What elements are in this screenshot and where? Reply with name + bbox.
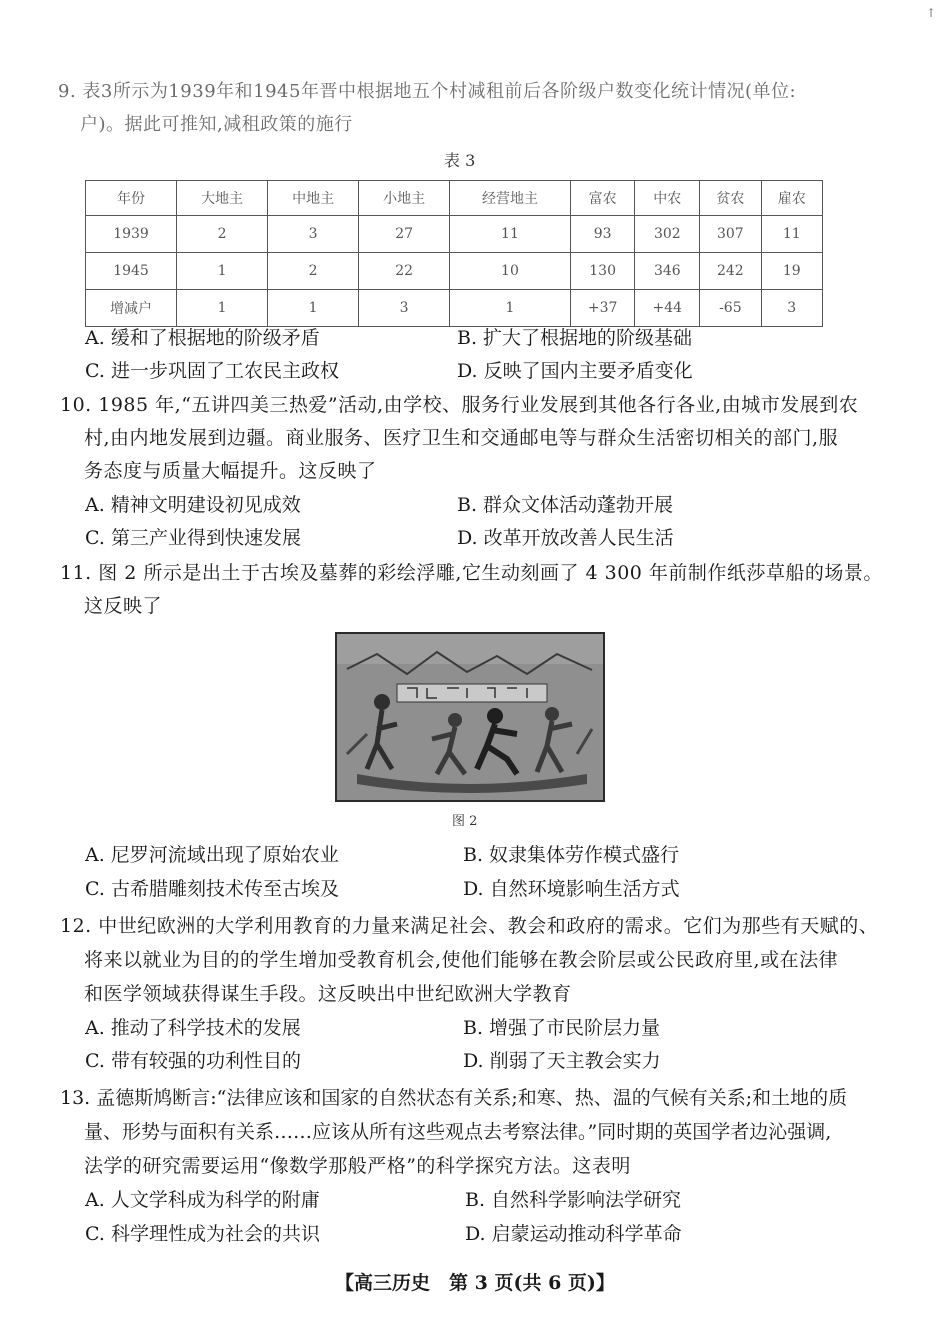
table-cell: 2 [177,216,268,253]
page-footer: 【高三历史 第 3 页(共 6 页)】 [335,1272,615,1294]
q9-option-c[interactable]: C. 进一步巩固了工农民主政权 [85,360,339,382]
q11-option-c[interactable]: C. 古希腊雕刻技术传至古埃及 [85,878,339,900]
q9-stem-line2: 户)。据此可推知,减租政策的施行 [80,114,353,135]
q12-option-b[interactable]: B. 增强了市民阶层力量 [463,1017,661,1039]
q12-stem-line3: 和医学领域获得谋生手段。这反映出中世纪欧洲大学教育 [84,983,572,1005]
table-cell: 1945 [86,253,177,290]
q10-stem-line1: 10. 1985 年,“五讲四美三热爱”活动,由学校、服务行业发展到其他各行各业,由城市发展到农 [60,394,859,416]
q10-option-a[interactable]: A. 精神文明建设初见成效 [85,494,301,516]
table-header-cell: 年份 [86,181,177,216]
table-cell: 1 [177,290,268,327]
q12-option-a[interactable]: A. 推动了科学技术的发展 [85,1017,301,1039]
table-row [86,216,823,253]
table-cell: 1 [450,290,571,327]
table-cell: 22 [359,253,450,290]
table-cell: 1 [268,290,359,327]
table-cell: 1939 [86,216,177,253]
q10-option-b[interactable]: B. 群众文体活动蓬勃开展 [457,494,674,516]
table-cell: -65 [700,290,761,327]
q10-stem-line2: 村,由内地发展到边疆。商业服务、医疗卫生和交通邮电等与群众生活密切相关的部门,服 [84,427,839,449]
table-cell: 19 [761,253,822,290]
table-cell: 3 [268,216,359,253]
q13-stem-line1: 13. 孟德斯鸠断言:“法律应该和国家的自然状态有关系;和寒、热、温的气候有关系;和土地的质 [60,1087,848,1109]
table-cell: 10 [450,253,571,290]
q12-stem-line2: 将来以就业为目的的学生增加受教育机会,使他们能够在教会阶层或公民政府里,或在法律 [84,949,839,971]
q10-option-c[interactable]: C. 第三产业得到快速发展 [85,527,301,549]
q12-stem-line1: 12. 中世纪欧洲的大学利用教育的力量来满足社会、教会和政府的需求。它们为那些有天赋的、 [60,915,879,937]
q9-option-b[interactable]: B. 扩大了根据地的阶级基础 [457,327,693,349]
table-caption: 表 3 [444,151,476,170]
corner-mark: ↑ [926,6,937,20]
q11-option-d[interactable]: D. 自然环境影响生活方式 [463,878,680,900]
table-cell: +37 [570,290,635,327]
table-cell: 346 [635,253,700,290]
table-cell: 增减户 [86,290,177,327]
q11-option-b[interactable]: B. 奴隶集体劳作模式盛行 [463,844,680,866]
table-cell: 3 [359,290,450,327]
q13-option-c[interactable]: C. 科学理性成为社会的共识 [85,1223,320,1245]
table-header-cell: 经营地主 [450,181,571,216]
q10-option-d[interactable]: D. 改革开放改善人民生活 [457,527,674,549]
table-row [86,253,823,290]
q11-option-a[interactable]: A. 尼罗河流域出现了原始农业 [85,844,339,866]
data-table [85,180,823,327]
q13-option-d[interactable]: D. 启蒙运动推动科学革命 [465,1223,682,1245]
table-cell: 27 [359,216,450,253]
table-cell: 2 [268,253,359,290]
table-cell: 1 [177,253,268,290]
table-header-cell: 雇农 [761,181,822,216]
q13-stem-line3: 法学的研究需要运用“像数学那般严格”的科学探究方法。这表明 [84,1155,631,1177]
q13-option-b[interactable]: B. 自然科学影响法学研究 [465,1189,682,1211]
table-header-cell: 大地主 [177,181,268,216]
q9-stem-line1: 9. 表3所示为1939年和1945年晋中根据地五个村减租前后各阶级户数变化统计情况(单位: [58,81,797,102]
table-cell: 11 [761,216,822,253]
table-cell: 93 [570,216,635,253]
table-cell: 11 [450,216,571,253]
table-header-cell: 富农 [570,181,635,216]
table-header-cell: 中农 [635,181,700,216]
table-header-row [86,181,823,216]
relief-image [335,632,605,802]
table-cell: 130 [570,253,635,290]
table-header-cell: 中地主 [268,181,359,216]
table-cell: 3 [761,290,822,327]
q13-stem-line2: 量、形势与面积有关系……应该从所有这些观点去考察法律。”同时期的英国学者边沁强调, [84,1121,832,1143]
table-cell: +44 [635,290,700,327]
table-cell: 242 [700,253,761,290]
q12-option-d[interactable]: D. 削弱了天主教会实力 [463,1050,661,1072]
q9-option-d[interactable]: D. 反映了国内主要矛盾变化 [457,360,693,382]
q10-stem-line3: 务态度与质量大幅提升。这反映了 [84,460,377,482]
q11-stem-line1: 11. 图 2 所示是出土于古埃及墓葬的彩绘浮雕,它生动刻画了 4 300 年前制作纸莎草船的场景。 [60,562,883,584]
table-cell: 307 [700,216,761,253]
table-row [86,290,823,327]
q9-option-a[interactable]: A. 缓和了根据地的阶级矛盾 [85,327,320,349]
table-cell: 302 [635,216,700,253]
figure-caption: 图 2 [452,814,478,829]
table-header-cell: 小地主 [359,181,450,216]
q11-stem-line2: 这反映了 [84,595,163,617]
table-header-cell: 贫农 [700,181,761,216]
q12-option-c[interactable]: C. 带有较强的功利性目的 [85,1050,301,1072]
q13-option-a[interactable]: A. 人文学科成为科学的附庸 [85,1189,320,1211]
